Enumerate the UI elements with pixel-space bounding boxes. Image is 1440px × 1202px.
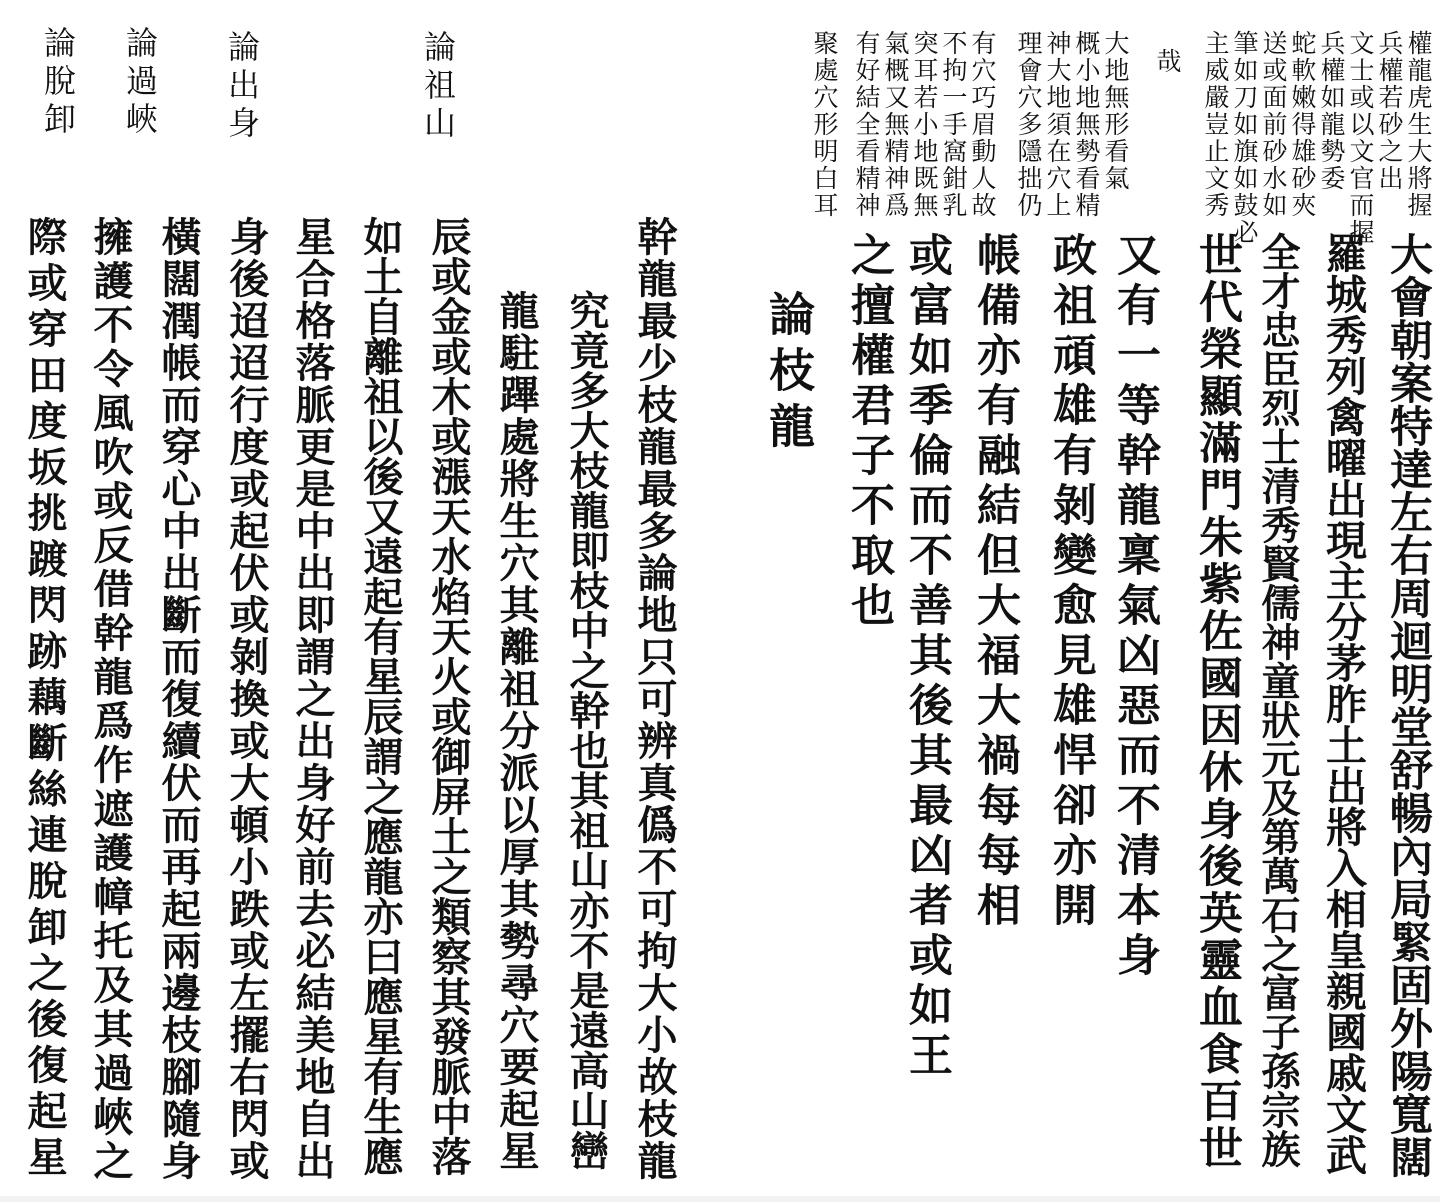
text-column: 龍駐蹕處將生穴其離祖分派以厚其勢尋穴要起星 <box>493 290 540 1172</box>
text-column: 政祖頑雄有剝變愈見雄悍卻亦開 <box>1045 232 1096 932</box>
text-column: 大會朝案特達左右周迴明堂舒暢內局緊固外陽寬闊 <box>1383 232 1433 1178</box>
text-column: 幹龍最少枝龍最多論地只可辨真僞不可拘大小故枝龍 <box>631 216 678 1182</box>
text-column: 羅城秀列禽曜出現主分茅胙土出將入相皇親國戚文武 <box>1319 232 1367 1175</box>
note-column: 筆如刀如旗如鼓必 <box>1230 30 1259 246</box>
note-column: 送或面前砂水如 <box>1259 30 1288 219</box>
note-column: 權龍虎生大將握 <box>1404 30 1433 219</box>
text-column: 身後迢迢行度或起伏或剝換或大頓小跌或左擺右閃或 <box>223 216 270 1182</box>
chapter-title: 論過峽 <box>121 26 159 140</box>
note-column: 有好結全看精神 <box>852 30 881 219</box>
text-column: 橫闊潤帳而穿心中出斷而復續伏而再起兩邊枝腳隨身 <box>155 216 202 1182</box>
text-column: 又有一等幹龍稟氣凶惡而不清本身 <box>1109 232 1160 982</box>
section-heading: 論枝龍 <box>762 290 816 458</box>
note-column: 大地無形看氣 <box>1101 30 1130 192</box>
chapter-title: 論祖山 <box>419 30 457 144</box>
text-column: 星合格落脈更是中出即謂之出身好前去必結美地自出 <box>289 216 336 1182</box>
text-column: 際或穿田度坂挑踱閃跡藕斷絲連脫卸之後復起星 <box>21 216 68 1182</box>
text-column: 究竟多大枝龍即枝中之幹也其祖山亦不是遠高山巒 <box>563 290 610 1170</box>
chapter-title: 論脫卸 <box>39 26 77 140</box>
note-column: 聚處穴形明白耳 <box>810 30 839 219</box>
note-column: 蛇軟嫩得雄砂夾 <box>1288 30 1317 219</box>
text-column: 全才忠臣烈士清秀賢儒神童狀元及第萬石之富子孫宗族 <box>1255 232 1301 1168</box>
text-column: 擁護不令風吹或反借幹龍爲作遮護幛托及其過峽之 <box>87 216 134 1184</box>
note-column: 哉 <box>1153 48 1182 75</box>
note-column: 主威嚴豈止文秀 <box>1201 30 1230 219</box>
text-column: 帳備亦有融結但大福大禍每每相 <box>969 232 1020 932</box>
note-column: 不拘一手窩鉗乳 <box>939 30 968 219</box>
note-column: 文士或以文官而握 <box>1346 30 1375 246</box>
note-column: 兵權若砂之出 <box>1375 30 1404 192</box>
text-column: 世代榮顯滿門朱紫佐國因休身後英靈血食百世 <box>1191 232 1242 1172</box>
note-column: 有穴巧眉動人故 <box>968 30 997 219</box>
note-column: 突耳若小地既無 <box>910 30 939 219</box>
note-column: 神大地須在穴上 <box>1043 30 1072 219</box>
note-column: 概小地無勢看精 <box>1072 30 1101 219</box>
note-column: 兵權如龍勢委 <box>1317 30 1346 192</box>
text-column: 辰或金或木或漲天水焰天火或御屏土之類察其發脈中落 <box>425 216 472 1176</box>
page-bottom-edge <box>0 1196 1440 1202</box>
text-column: 如土自離祖以後又遠起有星辰謂之應龍亦曰應星有生應 <box>357 216 404 1176</box>
note-column: 氣概又無精神爲 <box>881 30 910 219</box>
text-column: 或富如季倫而不善其後其最凶者或如王 <box>901 232 952 1082</box>
text-column: 之擅權君子不取也 <box>843 232 894 632</box>
chapter-title: 論出身 <box>223 30 261 144</box>
note-column: 理會穴多隱拙仍 <box>1014 30 1043 219</box>
